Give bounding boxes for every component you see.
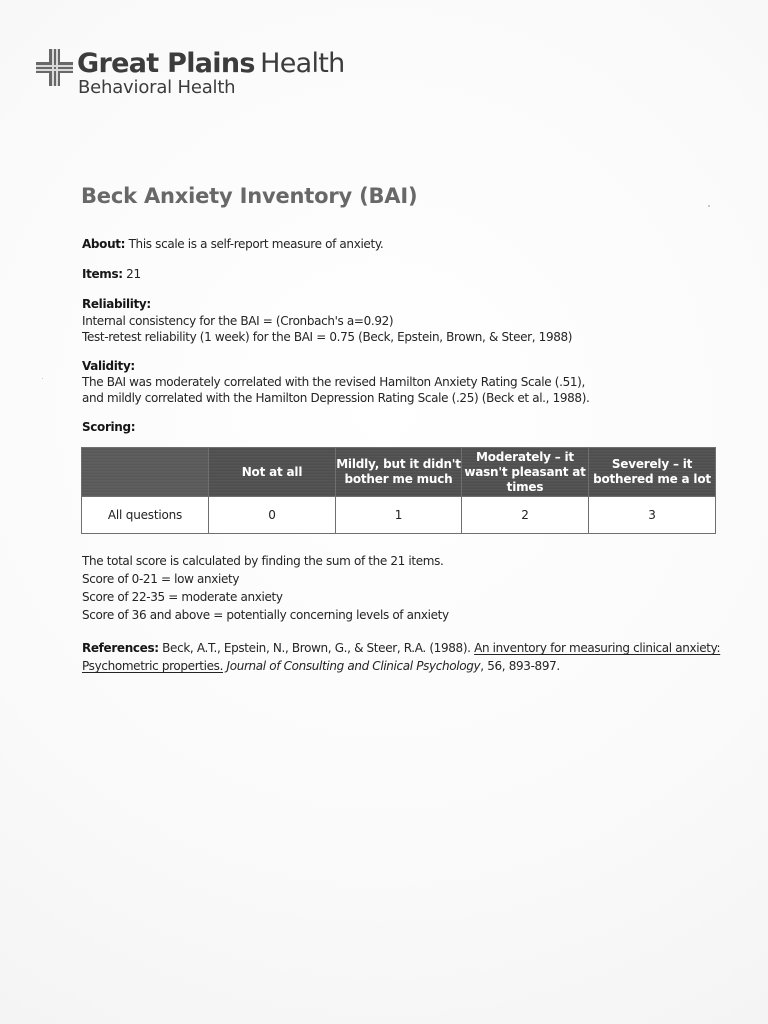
- reference-line-2: [82, 658, 560, 675]
- about-line: [82, 236, 383, 253]
- moderate-anxiety-range: Score of 22-35 = moderate anxiety: [82, 590, 283, 604]
- scan-speck: [42, 378, 43, 379]
- scoring-table-header-row: [82, 448, 716, 497]
- logo-wordmark: [77, 50, 345, 77]
- logo-subtitle: Behavioral Health: [78, 77, 236, 98]
- scoring-table: [81, 447, 716, 534]
- scoring-row-label: All questions: [82, 497, 209, 534]
- plus-cross-icon: [36, 49, 73, 86]
- items-label: Items:: [82, 267, 123, 281]
- items-line: [82, 266, 141, 283]
- scan-speck: [708, 205, 710, 207]
- references-label: References:: [82, 641, 159, 655]
- reference-line-1: [82, 640, 720, 657]
- reliability-line-1: Internal consistency for the BAI = (Cronbach's a=0.92): [82, 314, 394, 328]
- items-value: 21: [126, 267, 141, 281]
- great-plains-health-logo: [36, 49, 346, 107]
- about-text: This scale is a self-report measure of anxiety.: [128, 237, 384, 251]
- validity-heading: Validity:: [82, 359, 135, 373]
- scoring-value-mildly: 1: [336, 497, 462, 534]
- logo-light-text: Health: [260, 48, 345, 79]
- validity-line-2: and mildly correlated with the Hamilton Depression Rating Scale (.25) (Beck et al., 1988).: [82, 391, 590, 405]
- about-label: About:: [82, 237, 126, 251]
- reference-title-part-1: An inventory for measuring clinical anxiety:: [474, 641, 721, 655]
- low-anxiety-range: Score of 0-21 = low anxiety: [82, 572, 240, 586]
- scoring-header-empty: [82, 448, 209, 497]
- reference-title-part-2: Psychometric properties.: [82, 659, 224, 673]
- scoring-header-moderately: Moderately – it wasn't pleasant at times: [462, 448, 589, 497]
- reference-journal: Journal of Consulting and Clinical Psychology: [226, 659, 481, 673]
- scoring-header-mildly: Mildly, but it didn't bother me much: [336, 448, 462, 497]
- reference-details: , 56, 893-897.: [480, 659, 560, 673]
- scoring-heading: Scoring:: [82, 420, 136, 434]
- reliability-heading: Reliability:: [82, 297, 151, 311]
- scoring-header-not-at-all: Not at all: [209, 448, 336, 497]
- reference-authors: Beck, A.T., Epstein, N., Brown, G., & Steer, R.A. (1988).: [162, 641, 471, 655]
- logo-strong-text: Great Plains: [77, 48, 255, 79]
- scoring-value-moderately: 2: [462, 497, 589, 534]
- validity-line-1: The BAI was moderately correlated with the revised Hamilton Anxiety Rating Scale (.51),: [82, 375, 585, 389]
- scoring-header-severely: Severely – it bothered me a lot: [589, 448, 716, 497]
- reliability-line-2: Test-retest reliability (1 week) for the BAI = 0.75 (Beck, Epstein, Brown, & Steer, 1988): [82, 330, 573, 344]
- concerning-anxiety-range: Score of 36 and above = potentially concerning levels of anxiety: [82, 608, 449, 622]
- scoring-table-row: [82, 497, 716, 534]
- document-title: Beck Anxiety Inventory (BAI): [81, 184, 418, 208]
- scoring-value-not-at-all: 0: [209, 497, 336, 534]
- score-sum-note: The total score is calculated by finding the sum of the 21 items.: [82, 554, 444, 568]
- scoring-value-severely: 3: [589, 497, 716, 534]
